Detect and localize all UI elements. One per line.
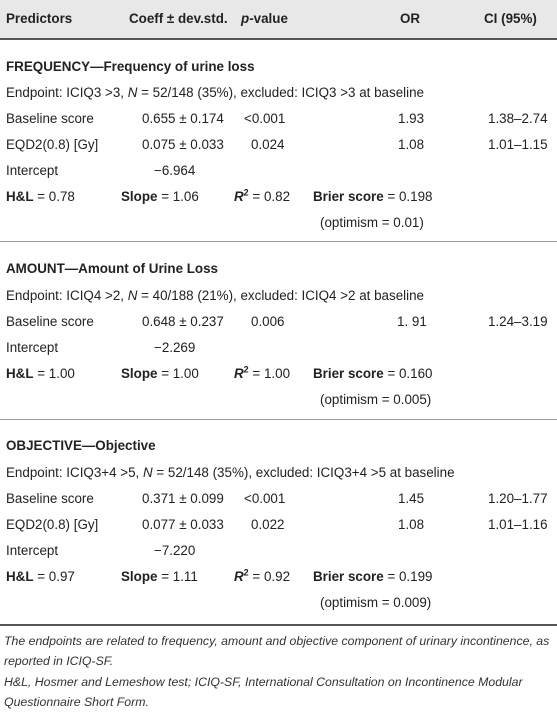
optimism-row [0, 210, 557, 236]
brier-stat: Brier score = 0.160 [313, 366, 433, 381]
optimism-row [0, 387, 557, 413]
cell-predictor: EQD2(0.8) [Gy] [6, 137, 99, 152]
cell-ci: 1.38–2.74 [488, 111, 548, 126]
table-row [0, 512, 557, 538]
header-pvalue: p-value [241, 11, 288, 26]
intercept-value: −2.269 [154, 340, 196, 355]
brier-stat: Brier score = 0.199 [313, 569, 433, 584]
hl-stat: H&L = 0.78 [6, 189, 75, 204]
optimism-value: (optimism = 0.01) [320, 215, 424, 230]
endpoint-text: Endpoint: ICIQ3+4 >5, N = 52/148 (35%), excluded: ICIQ3+4 >5 at baseline [6, 465, 455, 480]
cell-ci: 1.24–3.19 [488, 314, 548, 329]
cell-or: 1.45 [398, 491, 425, 506]
footnote-endpoints: The endpoints are related to frequency, amount and objective component of urinary incontinence, as reported in ICIQ-SF. [4, 634, 550, 668]
header-predictors: Predictors [6, 11, 73, 26]
cell-predictor: Baseline score [6, 314, 94, 329]
cell-pvalue: 0.022 [251, 517, 285, 532]
footnote-abbreviations: H&L, Hosmer and Lemeshow test; ICIQ-SF, International Consultation on Incontinence Modular Questionnaire Short Form. [4, 675, 523, 709]
cell-coeff: 0.075 ± 0.033 [142, 137, 224, 152]
hl-stat: H&L = 0.97 [6, 569, 75, 584]
intercept-row [0, 335, 557, 361]
cell-predictor: Baseline score [6, 491, 94, 506]
slope-stat: Slope = 1.11 [121, 569, 198, 584]
cell-coeff: 0.655 ± 0.174 [142, 111, 224, 126]
endpoint-text: Endpoint: ICIQ4 >2, N = 40/188 (21%), excluded: ICIQ4 >2 at baseline [6, 288, 424, 303]
cell-ci: 1.20–1.77 [488, 491, 548, 506]
optimism-value: (optimism = 0.005) [320, 392, 432, 407]
intercept-row [0, 538, 557, 564]
cell-or: 1. 91 [397, 314, 427, 329]
stats-row [0, 361, 557, 387]
intercept-label: Intercept [6, 543, 59, 558]
cell-coeff: 0.371 ± 0.099 [142, 491, 224, 506]
r2-stat: $R^2 = 0.82$ [234, 187, 291, 204]
optimism-value: (optimism = 0.009) [320, 595, 432, 610]
cell-pvalue: 0.006 [251, 314, 285, 329]
hl-stat: H&L = 1.00 [6, 366, 75, 381]
section-title: OBJECTIVE—Objective [6, 438, 156, 453]
intercept-value: −6.964 [154, 163, 196, 178]
endpoint-text: Endpoint: ICIQ3 >3, N = 52/148 (35%), excluded: ICIQ3 >3 at baseline [6, 85, 424, 100]
cell-or: 1.08 [398, 517, 425, 532]
r2-stat: $R^2 = 1.00$ [234, 364, 291, 381]
table-row [0, 106, 557, 132]
table-bottom-rule [0, 624, 557, 626]
intercept-row [0, 158, 557, 184]
header-rule [0, 38, 557, 40]
cell-ci: 1.01–1.16 [488, 517, 548, 532]
table-header [0, 0, 557, 38]
header-ci: CI (95%) [484, 11, 537, 26]
cell-pvalue: <0.001 [244, 491, 286, 506]
stats-row [0, 564, 557, 590]
cell-coeff: 0.648 ± 0.237 [142, 314, 224, 329]
header-or: OR [400, 11, 421, 26]
intercept-label: Intercept [6, 163, 59, 178]
stats-row [0, 184, 557, 210]
cell-coeff: 0.077 ± 0.033 [142, 517, 224, 532]
section-title: AMOUNT—Amount of Urine Loss [6, 261, 219, 276]
brier-stat: Brier score = 0.198 [313, 189, 433, 204]
table-row [0, 132, 557, 158]
table-row [0, 486, 557, 512]
cell-ci: 1.01–1.15 [488, 137, 548, 152]
cell-predictor: Baseline score [6, 111, 94, 126]
cell-pvalue: 0.024 [251, 137, 285, 152]
intercept-label: Intercept [6, 340, 59, 355]
intercept-value: −7.220 [154, 543, 196, 558]
slope-stat: Slope = 1.06 [121, 189, 199, 204]
section-divider [0, 241, 557, 242]
cell-predictor: EQD2(0.8) [Gy] [6, 517, 99, 532]
optimism-row [0, 590, 557, 616]
cell-or: 1.08 [398, 137, 425, 152]
section-title: FREQUENCY—Frequency of urine loss [6, 59, 255, 74]
table-row [0, 309, 557, 335]
section-divider [0, 419, 557, 420]
cell-or: 1.93 [398, 111, 425, 126]
cell-pvalue: <0.001 [244, 111, 286, 126]
slope-stat: Slope = 1.00 [121, 366, 199, 381]
r2-stat: $R^2 = 0.92$ [234, 567, 291, 584]
header-coeff: Coeff ± dev.std. [129, 11, 228, 26]
